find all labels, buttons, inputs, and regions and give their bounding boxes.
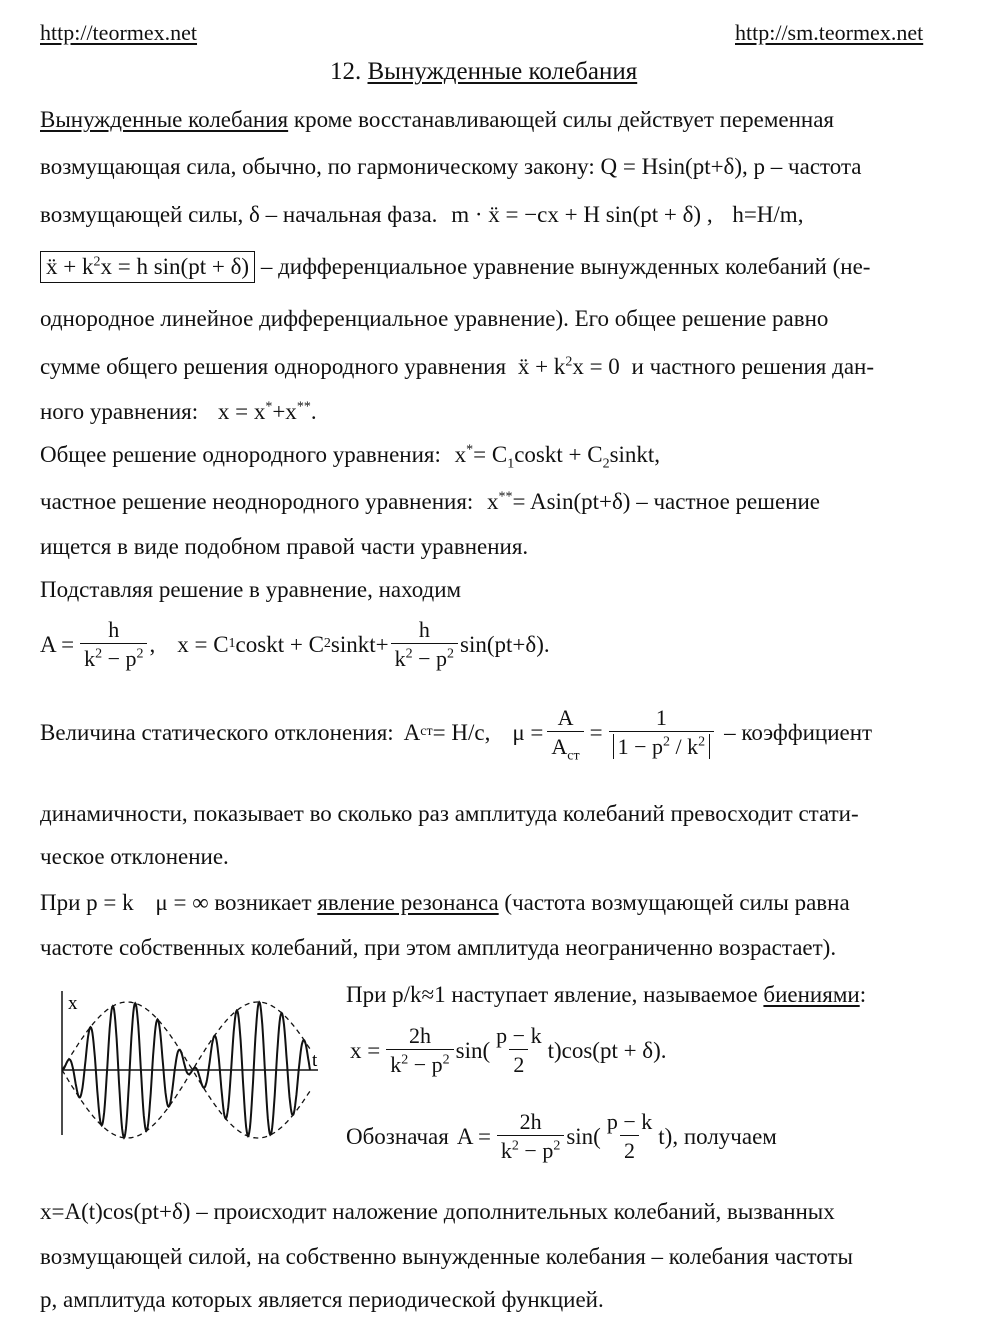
homogeneous-solution <box>454 442 661 472</box>
static-deflection-line: Величина статического отклонения: A ст = H/c, μ = $\frac{A}{A_{ст}}$ = $\frac{1}{1 - p^2 / k^2}$ – коэффициент <box>40 705 873 764</box>
p2-line-4 <box>40 400 317 423</box>
bd-den-p-sq: 2 <box>553 1138 561 1154</box>
bd-den-k: k <box>500 1138 512 1164</box>
mu1-den-st: ст <box>567 748 580 764</box>
resonance-cond: При p = k <box>40 890 134 915</box>
static-eq: = H/c, <box>432 719 491 745</box>
p1-line-3-text: возмущающей силы, δ – начальная фаза. <box>40 202 438 227</box>
particular-solution <box>487 489 820 514</box>
final-line-1: x=A(t)cos(pt+δ) – происходит наложение дополнительных колебаний, вызванных <box>40 1199 835 1224</box>
mu2-den <box>609 731 715 758</box>
bf-den-p-sq: 2 <box>442 1052 450 1068</box>
homog-eq-square: 2 <box>565 354 573 370</box>
fa2-den <box>391 643 458 670</box>
beats-line-1 <box>346 983 866 1006</box>
mu-fraction-1 <box>547 705 583 764</box>
fa-den <box>80 643 147 670</box>
bf-x-eq: x = <box>350 1037 381 1063</box>
bf-arg-den: 2 <box>509 1049 528 1076</box>
p2-line-4-text: ного уравнения: <box>40 399 199 424</box>
mu-fraction-2 <box>609 706 715 758</box>
resonance-line-2: частоте собственных колебаний, при этом амплитуда неограниченно возрастает). <box>40 935 837 960</box>
boxed-eq-left: ẍ + k <box>46 254 94 279</box>
bd-denote: Обозначая <box>346 1123 449 1149</box>
hs-star: * <box>466 442 474 458</box>
ps-rest: = Asin(pt+δ) – частное решение <box>512 489 821 514</box>
bf-arg-num: p − k <box>496 1023 542 1048</box>
beats-colon: : <box>859 982 867 1007</box>
resonance-mu: μ = ∞ возникает <box>155 890 318 915</box>
boxed-eq-right: x = h sin(pt + δ) <box>100 254 250 279</box>
sum-plus-x: +x <box>272 399 297 424</box>
formula-amplitude: A = $\frac{h}{k^2 - p^2}$ , x = C 1 coskt + C 2 sinkt+ $\frac{h}{k^2 - p^2}$ sin(pt+δ). <box>40 617 550 672</box>
mu1-num: A <box>557 705 574 730</box>
general-solution-sum <box>218 399 317 424</box>
boxed-differential-equation <box>40 251 255 283</box>
bd-den-p: − p <box>518 1138 554 1164</box>
mu2-den-k: / k <box>670 734 699 760</box>
hs-c2: coskt + C <box>514 442 603 467</box>
fa-den-k: k <box>84 646 96 672</box>
p2-line-3-text-b: и частного решения дан- <box>631 354 875 379</box>
mu2-den-p: 1 − p <box>617 734 664 760</box>
bf-den-k: k <box>390 1052 402 1078</box>
link-sm-teormex[interactable]: http://sm.teormex.net <box>735 20 924 45</box>
fa-den-p-sq: 2 <box>136 646 144 662</box>
p2-line-2: однородное линейное дифференциальное уравнение). Его общее решение равно <box>40 306 829 331</box>
static-a: A <box>403 719 421 745</box>
p1-line-2: возмущающая сила, обычно, по гармоническому закону: Q = Hsin(pt+δ), p – частота <box>40 154 862 179</box>
p2-line-3 <box>40 355 874 378</box>
bd-den-k-sq: 2 <box>511 1138 519 1154</box>
bd-arg-den: 2 <box>620 1135 639 1162</box>
bd-frac-arg <box>603 1110 656 1162</box>
term-forced-oscillations: Вынужденные колебания <box>40 107 289 132</box>
beats-intro: При p/k≈1 наступает явление, называемое <box>346 982 764 1007</box>
bf-sin: sin( <box>455 1037 491 1063</box>
p3-line-2-text: частное решение неоднородного уравнения: <box>40 489 474 514</box>
bd-arg-num: p − k <box>606 1109 653 1134</box>
fa-comma: , <box>149 631 156 657</box>
beats-formula <box>350 1024 667 1076</box>
final-line-3: p, амплитуда которых является периодической функцией. <box>40 1287 604 1312</box>
fa-fraction <box>80 618 147 670</box>
homog-eq-left: ẍ + k <box>517 354 566 379</box>
homogeneous-equation <box>518 354 620 379</box>
bd-get: , получаем <box>672 1123 777 1149</box>
bd-frac-amp <box>497 1110 564 1162</box>
p3-line-1 <box>40 442 661 472</box>
sum-star-1: * <box>265 399 273 415</box>
bd-t-close: t) <box>658 1123 673 1149</box>
sum-x: x = x <box>217 399 266 424</box>
static-label: Величина статического отклонения: <box>40 719 394 745</box>
p3-line-1-text: Общее решение однородного уравнения: <box>40 442 441 467</box>
p1-line-1-text: кроме восстанавливающей силы действует переменная <box>288 107 835 132</box>
fa-num: h <box>108 617 120 642</box>
fa-fraction-2 <box>391 618 458 670</box>
mu-eq: μ = <box>512 719 544 745</box>
section-heading <box>330 58 637 86</box>
mu1-den <box>547 731 583 764</box>
p2-line-3-text-a: сумме общего решения однородного уравнения <box>40 354 507 379</box>
bf-frac-amp <box>386 1024 453 1076</box>
graph-x-label: x <box>68 993 78 1014</box>
term-beats: биениями <box>763 982 860 1007</box>
fa2-den-k: k <box>394 646 406 672</box>
hs-sinkt: sinkt, <box>609 442 661 467</box>
graph-envelope-upper <box>62 1002 310 1070</box>
resonance-rest: (частота возмущающей силы равна <box>498 890 850 915</box>
bf-num: 2h <box>408 1023 431 1048</box>
fa-x-eq: x = C <box>177 631 229 657</box>
fa2-den-p: − p <box>412 646 448 672</box>
section-number: 12. <box>330 58 362 85</box>
term-resonance: явление резонанса <box>317 890 499 915</box>
fa2-num: h <box>418 617 430 642</box>
static-line-3: ческое отклонение. <box>40 844 229 869</box>
section-title: Вынужденные колебания <box>367 58 638 85</box>
mu2-num: 1 <box>655 705 667 730</box>
bd-sin: sin( <box>566 1123 601 1149</box>
p3-line-2 <box>40 490 820 513</box>
fa-den-k-sq: 2 <box>95 646 103 662</box>
fa-sin-tail: sin(pt+δ). <box>460 631 550 657</box>
fa-lhs: A = <box>40 631 75 657</box>
p1-line-1 <box>40 108 834 131</box>
boxed-eq-square: 2 <box>93 254 101 270</box>
fa2-den-p-sq: 2 <box>447 646 455 662</box>
p1-line-3 <box>40 203 803 226</box>
bf-frac-arg <box>492 1024 545 1076</box>
fa2-den-k-sq: 2 <box>405 646 413 662</box>
homog-eq-right: x = 0 <box>572 354 620 379</box>
fa-den-p: − p <box>102 646 137 672</box>
fa-x-mid: coskt + C <box>235 631 324 657</box>
bf-den <box>386 1049 453 1076</box>
graph-t-label: t <box>312 1050 318 1071</box>
sum-dot: . <box>310 399 317 424</box>
hs-x: x <box>454 442 467 467</box>
beats-graph <box>40 985 330 1145</box>
motion-equation: m · ẍ = −cx + H sin(pt + δ) , <box>451 202 713 227</box>
p3-line-4: Подставляя решение в уравнение, находим <box>40 577 462 602</box>
static-line-2: динамичности, показывает во сколько раз амплитуда колебаний превосходит стати- <box>40 801 859 826</box>
beats-denote <box>346 1110 777 1162</box>
mu1-den-a: A <box>551 734 568 760</box>
bf-den-p: − p <box>408 1052 443 1078</box>
bd-a-eq: A = <box>456 1123 491 1149</box>
static-tail: – коэффициент <box>724 719 873 745</box>
p3-line-3: ищется в виде подобном правой части уравнения. <box>40 534 529 559</box>
bd-den <box>497 1135 564 1162</box>
mu2-den-p-sq: 2 <box>663 734 671 750</box>
h-definition: h=H/m, <box>732 202 804 227</box>
mu2-den-k-sq: 2 <box>698 734 706 750</box>
final-line-2: возмущающей силой, на собственно вынужденные колебания – колебания частоты <box>40 1244 853 1269</box>
p2-line-1-text: – дифференциальное уравнение вынужденных колебаний (не- <box>255 254 871 279</box>
mu2-abs <box>613 734 711 759</box>
sum-star-2: ** <box>296 399 311 415</box>
link-teormex[interactable]: http://teormex.net <box>40 20 198 45</box>
ps-x: x <box>487 489 499 514</box>
hs-sub-2: 2 <box>602 456 610 472</box>
bd-num: 2h <box>519 1109 542 1134</box>
resonance-line-1 <box>40 891 850 914</box>
ps-stars: ** <box>498 489 513 505</box>
fa-x-end: sinkt+ <box>330 631 389 657</box>
hs-c1: = C <box>473 442 508 467</box>
hs-sub-1: 1 <box>507 456 515 472</box>
bf-t-cos: t)cos(pt + δ). <box>547 1037 667 1063</box>
bf-den-k-sq: 2 <box>401 1052 409 1068</box>
p2-line-1 <box>40 255 870 278</box>
